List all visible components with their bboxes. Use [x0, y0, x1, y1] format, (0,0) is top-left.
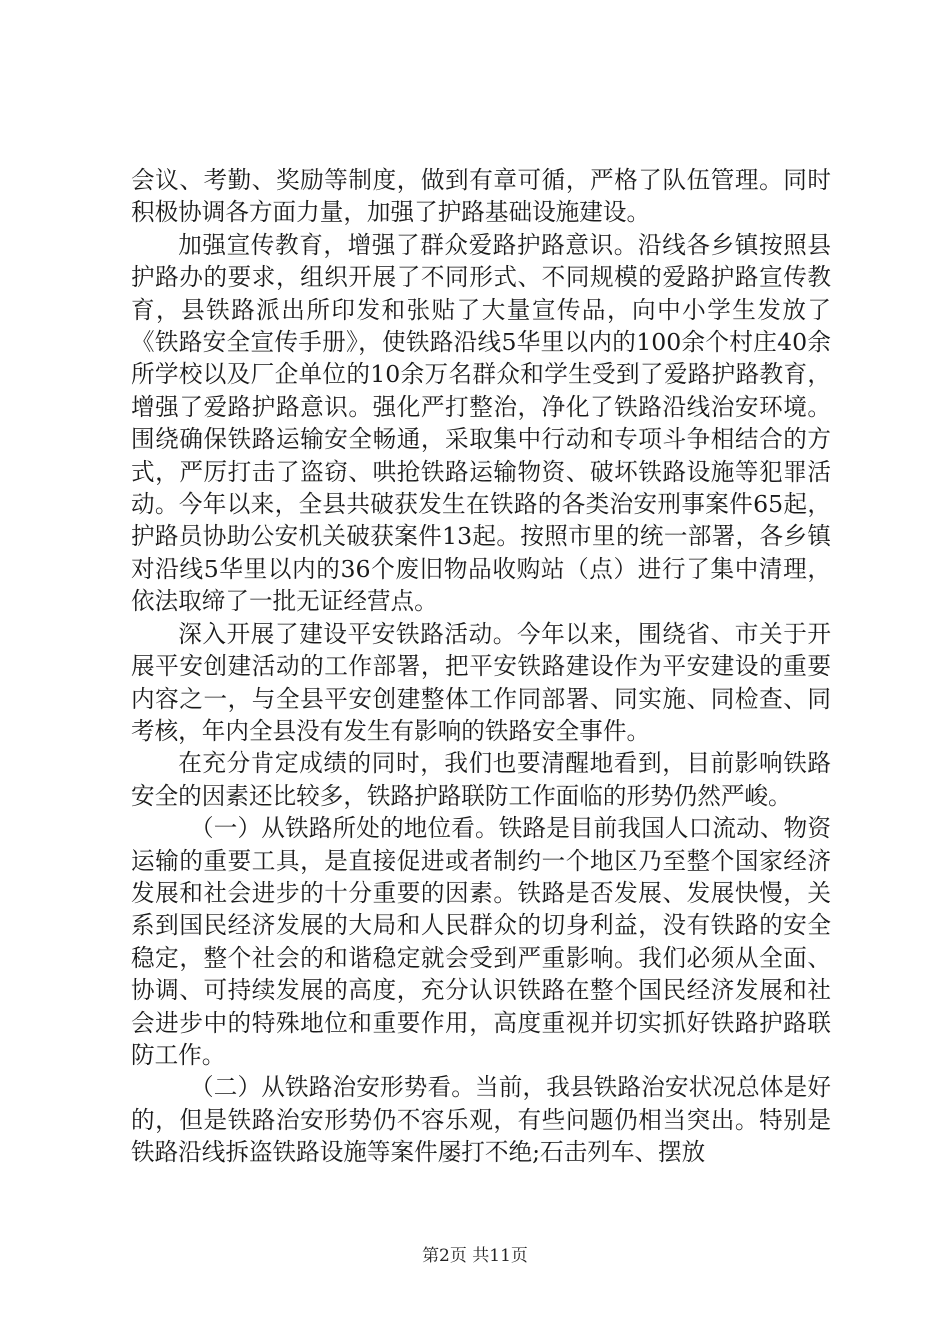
paragraph-point-one: （一）从铁路所处的地位看。铁路是目前我国人口流动、物资运输的重要工具，是直接促进或者制约一个地区乃至整个国家经济发展和社会进步的十分重要的因素。铁路是否发展、发展快慢，关系到国民经济发展的大局和人民群众的切身利益，没有铁路的安全稳定，整个社会的和谐稳定就会受到严重影响。我们必须从全面、协调、可持续发展的高度，充分认识铁路在整个国民经济发展和社会进步中的特殊地位和重要作用，高度重视并切实抓好铁路护路联防工作。	[131, 814, 831, 1069]
page-footer: 第2页 共11页	[422, 1246, 528, 1266]
paragraph-situation: 在充分肯定成绩的同时，我们也要清醒地看到，目前影响铁路安全的因素还比较多，铁路护路联防工作面临的形势仍然严峻。	[131, 749, 831, 810]
paragraph-continued: 会议、考勤、奖励等制度，做到有章可循，严格了队伍管理。同时积极协调各方面力量，加强了护路基础设施建设。	[131, 166, 831, 227]
document-body	[131, 164, 831, 1169]
paragraph-publicity-education: 加强宣传教育，增强了群众爱路护路意识。沿线各乡镇按照县护路办的要求，组织开展了不同形式、不同规模的爱路护路宣传教育，县铁路派出所印发和张贴了大量宣传品，向中小学生发放了《铁路安全宣传手册》，使铁路沿线5华里以内的100余个村庄40余所学校以及厂企单位的10余万名群众和学生受到了爱路护路教育，增强了爱路护路意识。强化严打整治，净化了铁路沿线治安环境。围绕确保铁路运输安全畅通，采取集中行动和专项斗争相结合的方式，严厉打击了盗窃、哄抢铁路运输物资、破坏铁路设施等犯罪活动。今年以来，全县共破获发生在铁路的各类治安刑事案件65起，护路员协助公安机关破获案件13起。按照市里的统一部署，各乡镇对沿线5华里以内的36个废旧物品收购站（点）进行了集中清理，依法取缔了一批无证经营点。	[131, 230, 831, 616]
paragraph-point-two: （二）从铁路治安形势看。当前，我县铁路治安状况总体是好的，但是铁路治安形势仍不容乐观，有些问题仍相当突出。特别是铁路沿线拆盗铁路设施等案件屡打不绝;石击列车、摆放	[131, 1073, 831, 1167]
paragraph-safe-railway: 深入开展了建设平安铁路活动。今年以来，围绕省、市关于开展平安创建活动的工作部署，把平安铁路建设作为平安建设的重要内容之一，与全县平安创建整体工作同部署、同实施、同检查、同考核，年内全县没有发生有影响的铁路安全事件。	[131, 619, 831, 745]
